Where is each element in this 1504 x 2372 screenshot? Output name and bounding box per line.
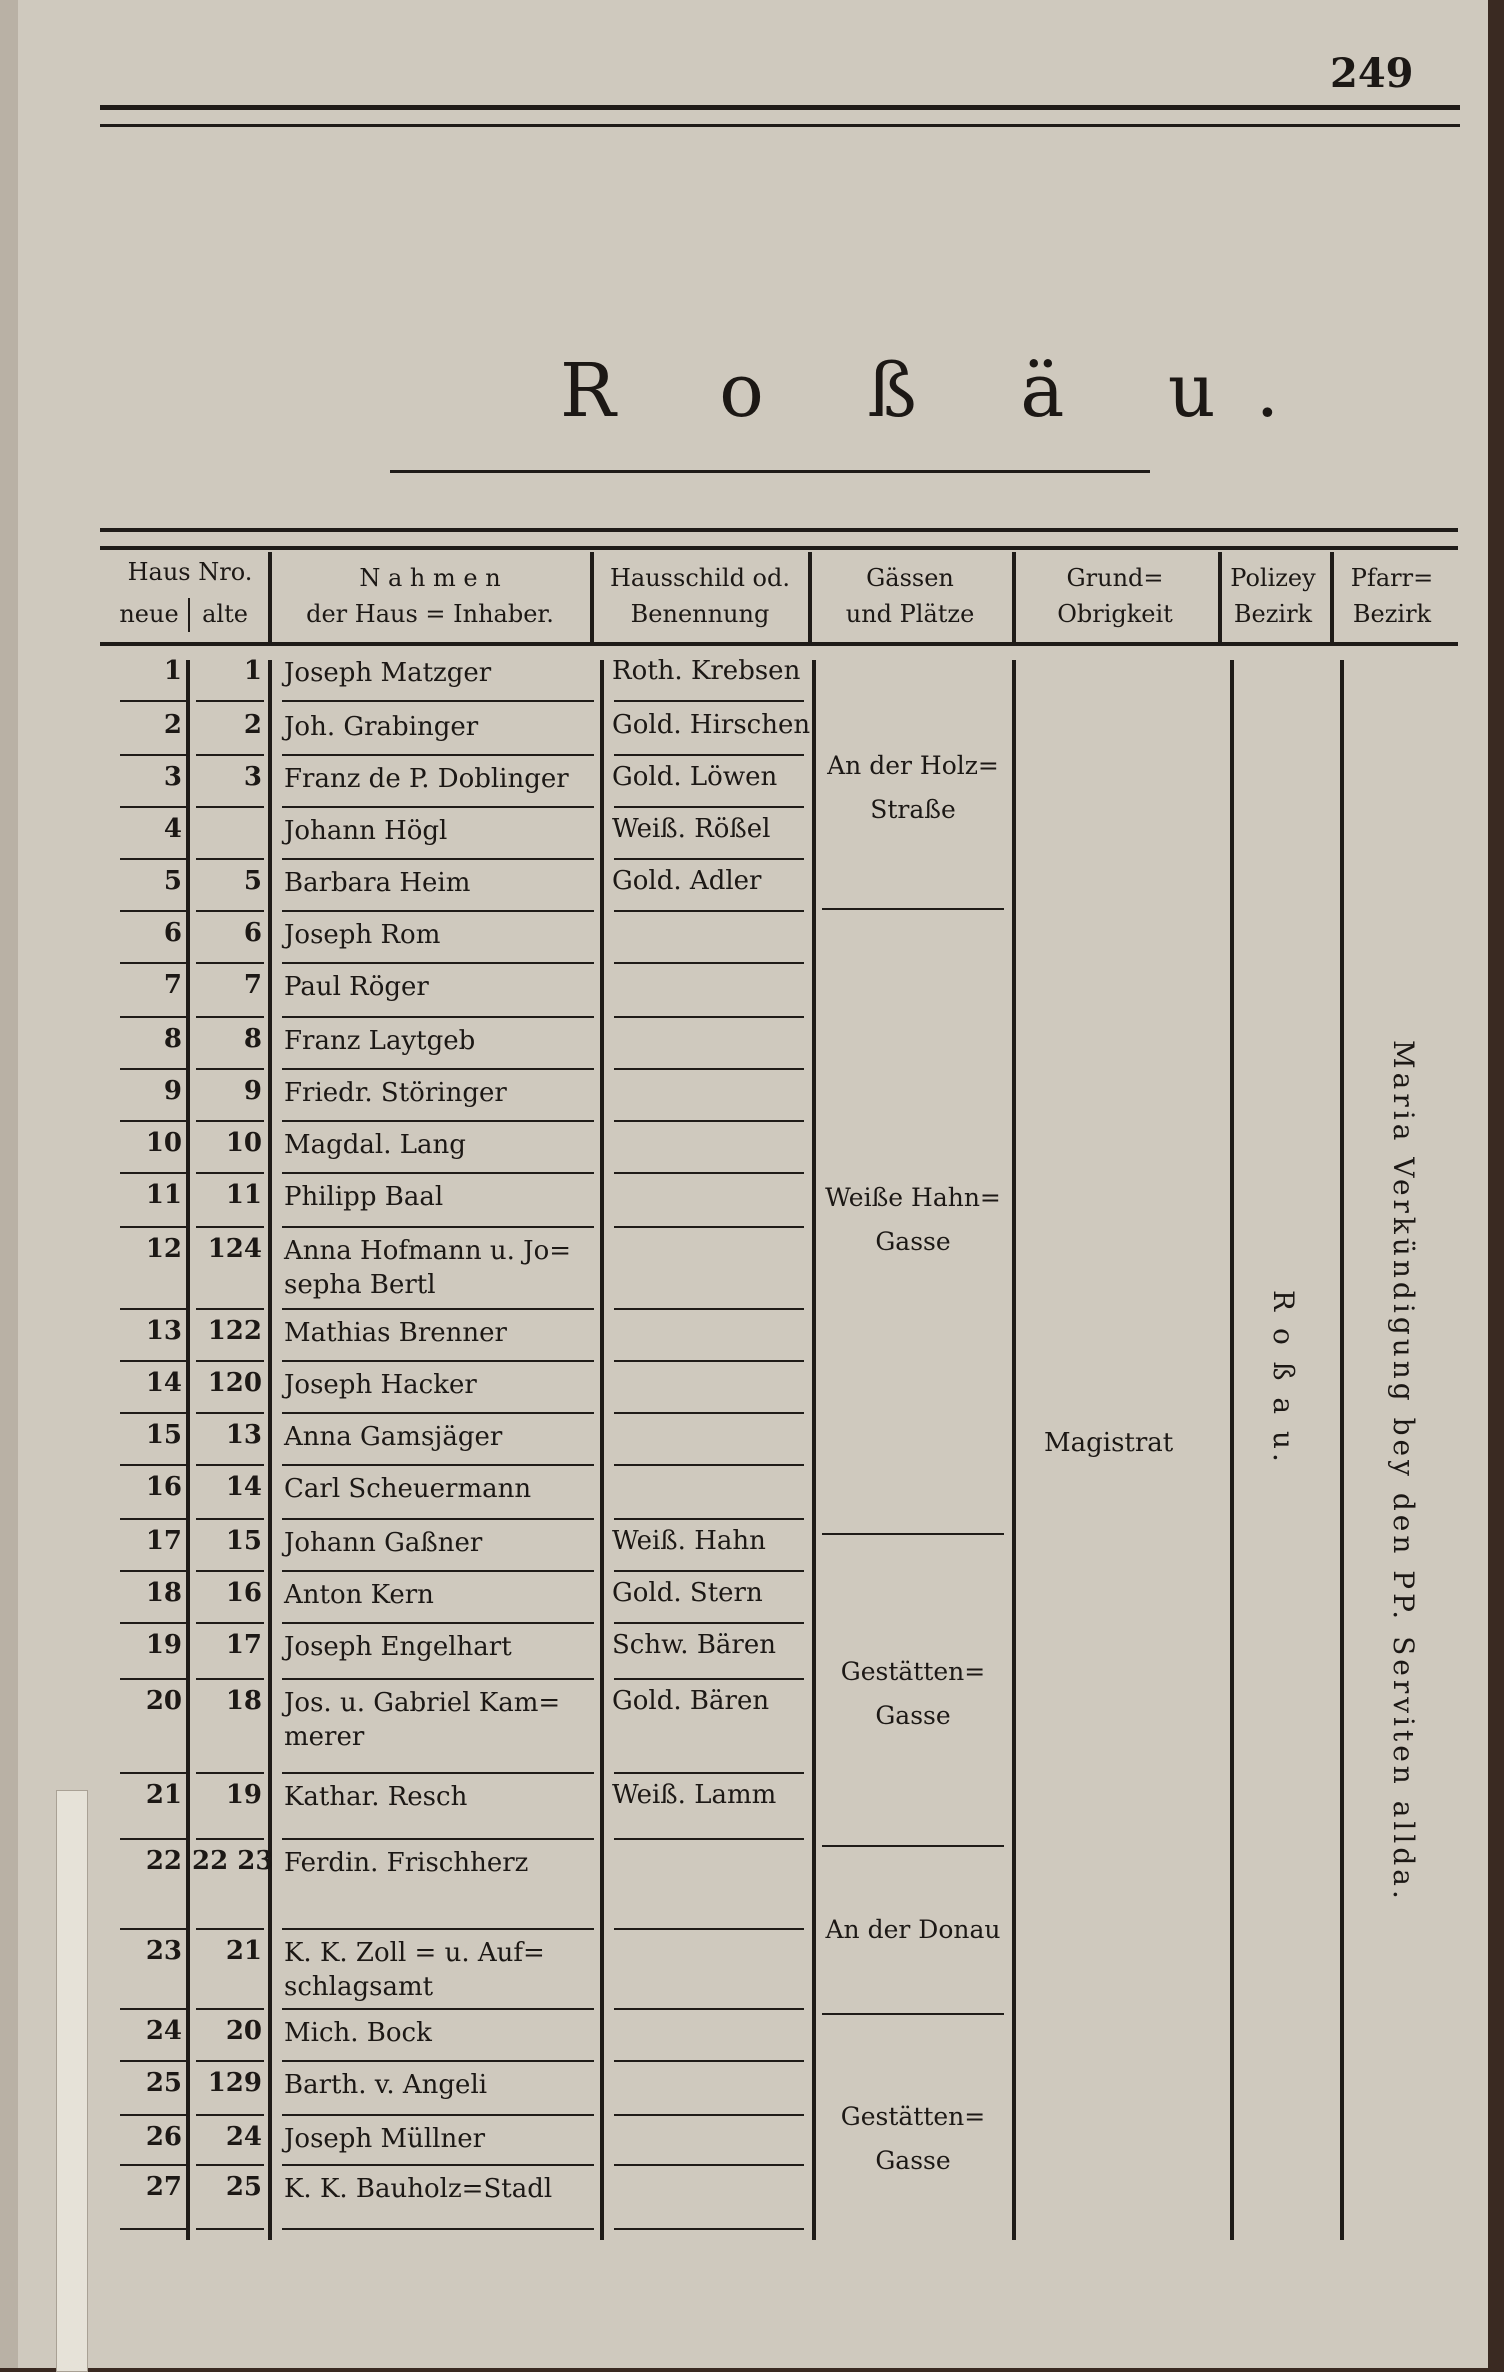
row-rule bbox=[120, 1308, 186, 1310]
house-number-old: 122 bbox=[207, 1316, 262, 1346]
row-rule bbox=[282, 700, 594, 702]
house-number-new: 4 bbox=[163, 814, 182, 844]
owner-name: Anna Gamsjäger bbox=[284, 1422, 503, 1452]
house-number-old: 25 bbox=[225, 2172, 262, 2202]
row-rule bbox=[614, 1016, 804, 1018]
row-rule bbox=[614, 1570, 804, 1572]
owner-name: Ferdin. Frischherz bbox=[284, 1848, 529, 1878]
row-rule bbox=[282, 1360, 594, 1362]
house-number-old: 15 bbox=[225, 1526, 262, 1556]
row-rule bbox=[196, 1622, 264, 1624]
row-rule bbox=[120, 1068, 186, 1070]
row-rule bbox=[196, 1016, 264, 1018]
house-number-new: 17 bbox=[145, 1526, 182, 1556]
header-polizey: Polizey Bezirk bbox=[1230, 564, 1316, 628]
house-number-new: 13 bbox=[145, 1316, 182, 1346]
row-rule bbox=[282, 2008, 594, 2010]
owner-name: Friedr. Störinger bbox=[284, 1078, 507, 1108]
row-rule bbox=[120, 1518, 186, 1520]
house-number-new: 2 bbox=[163, 710, 182, 740]
house-sign: Gold. Löwen bbox=[612, 762, 778, 792]
row-rule bbox=[614, 2008, 804, 2010]
header-bottom-rule bbox=[100, 642, 1458, 646]
header-grund: Grund= Obrigkeit bbox=[1057, 564, 1173, 628]
header-gassen: Gässen und Plätze bbox=[845, 564, 975, 628]
row-rule bbox=[282, 806, 594, 808]
owner-name: K. K. Zoll = u. Auf= schlagsamt bbox=[284, 1938, 545, 2002]
house-number-new: 15 bbox=[145, 1420, 182, 1450]
row-rule bbox=[196, 1570, 264, 1572]
owner-name: Joseph Müllner bbox=[284, 2124, 486, 2154]
row-rule bbox=[614, 1518, 804, 1520]
house-number-new: 19 bbox=[145, 1630, 182, 1660]
row-rule bbox=[196, 858, 264, 860]
row-rule bbox=[120, 858, 186, 860]
house-sign: Weiß. Rößel bbox=[612, 814, 771, 844]
house-number-old: 3 bbox=[243, 762, 262, 792]
house-number-old: 8 bbox=[243, 1024, 262, 1054]
house-number-old: 10 bbox=[225, 1128, 262, 1158]
row-rule bbox=[282, 1518, 594, 1520]
header-pfarr: Pfarr= Bezirk bbox=[1350, 564, 1434, 628]
house-number-new: 25 bbox=[145, 2068, 182, 2098]
header-divider bbox=[1330, 552, 1334, 642]
house-sign: Weiß. Lamm bbox=[612, 1780, 777, 1810]
house-sign: Weiß. Hahn bbox=[612, 1526, 766, 1556]
row-rule bbox=[614, 754, 804, 756]
row-rule bbox=[196, 1226, 264, 1228]
row-rule bbox=[614, 2060, 804, 2062]
header-divider bbox=[590, 552, 594, 642]
row-rule bbox=[614, 2164, 804, 2166]
row-rule bbox=[282, 754, 594, 756]
house-sign: Gold. Stern bbox=[612, 1578, 763, 1608]
row-rule bbox=[282, 1308, 594, 1310]
row-rule bbox=[120, 1120, 186, 1122]
row-rule bbox=[120, 2008, 186, 2010]
row-rule bbox=[120, 910, 186, 912]
column-line-gassen bbox=[1012, 660, 1016, 2240]
row-rule bbox=[614, 1360, 804, 1362]
owner-name: Barbara Heim bbox=[284, 868, 471, 898]
owner-name: Johann Högl bbox=[284, 816, 448, 846]
row-rule bbox=[282, 1838, 594, 1840]
owner-name: Franz de P. Doblinger bbox=[284, 764, 569, 794]
house-number-old: 13 bbox=[225, 1420, 262, 1450]
row-rule bbox=[614, 1120, 804, 1122]
grund-obrigkeit: Magistrat bbox=[1044, 1428, 1174, 1458]
house-number-new: 18 bbox=[145, 1578, 182, 1608]
row-rule bbox=[614, 1678, 804, 1680]
owner-name: Jos. u. Gabriel Kam= merer bbox=[284, 1688, 561, 1752]
house-number-new: 5 bbox=[163, 866, 182, 896]
owner-name: Anna Hofmann u. Jo= sepha Bertl bbox=[284, 1236, 572, 1300]
header-divider bbox=[1218, 552, 1222, 642]
house-sign: Gold. Bären bbox=[612, 1686, 770, 1716]
house-sign: Roth. Krebsen bbox=[612, 656, 801, 686]
row-rule bbox=[282, 962, 594, 964]
house-number-old: 16 bbox=[225, 1578, 262, 1608]
row-rule bbox=[196, 1772, 264, 1774]
house-sign: Schw. Bären bbox=[612, 1630, 776, 1660]
row-rule bbox=[614, 1772, 804, 1774]
row-rule bbox=[120, 1464, 186, 1466]
row-rule bbox=[120, 806, 186, 808]
house-number-new: 20 bbox=[145, 1686, 182, 1716]
row-rule bbox=[196, 1678, 264, 1680]
header-divider bbox=[808, 552, 812, 642]
house-number-old: 9 bbox=[243, 1076, 262, 1106]
house-number-old: 2 bbox=[243, 710, 262, 740]
owner-name: Joh. Grabinger bbox=[284, 712, 479, 742]
page-title: R o ß ä u. bbox=[560, 348, 1320, 434]
house-number-new: 1 bbox=[163, 656, 182, 686]
column-line-schild bbox=[812, 660, 816, 2240]
house-number-new: 24 bbox=[145, 2016, 182, 2046]
owner-name: Joseph Hacker bbox=[284, 1370, 477, 1400]
owner-name: Joseph Matzger bbox=[284, 658, 492, 688]
row-rule bbox=[282, 1678, 594, 1680]
row-rule bbox=[120, 1570, 186, 1572]
house-number-old: 11 bbox=[225, 1180, 262, 1210]
row-rule bbox=[282, 2114, 594, 2116]
house-number-new: 10 bbox=[145, 1128, 182, 1158]
row-rule bbox=[120, 1412, 186, 1414]
row-rule bbox=[120, 1678, 186, 1680]
row-rule bbox=[120, 1838, 186, 1840]
house-sign: Gold. Adler bbox=[612, 866, 762, 896]
house-number-new: 14 bbox=[145, 1368, 182, 1398]
owner-name: Joseph Engelhart bbox=[284, 1632, 512, 1662]
house-number-old: 7 bbox=[243, 970, 262, 1000]
house-number-new: 9 bbox=[163, 1076, 182, 1106]
street-weisse-hahn-gasse: Weiße Hahn= Gasse bbox=[825, 1183, 1001, 1256]
house-number-new: 3 bbox=[163, 762, 182, 792]
owner-name: Franz Laytgeb bbox=[284, 1026, 476, 1056]
page-number: 249 bbox=[1330, 50, 1414, 97]
row-rule bbox=[196, 1308, 264, 1310]
owner-name: Barth. v. Angeli bbox=[284, 2070, 488, 2100]
row-rule bbox=[614, 1464, 804, 1466]
row-rule bbox=[196, 2008, 264, 2010]
house-sign: Gold. Hirschen bbox=[612, 710, 811, 740]
row-rule bbox=[614, 806, 804, 808]
row-rule bbox=[196, 1838, 264, 1840]
row-rule bbox=[282, 1226, 594, 1228]
owner-name: Johann Gaßner bbox=[284, 1528, 483, 1558]
house-number-old: 21 bbox=[225, 1936, 262, 1966]
house-number-old: 14 bbox=[225, 1472, 262, 1502]
top-double-rule bbox=[100, 105, 1460, 127]
street-divider bbox=[822, 908, 1004, 910]
house-number-old: 20 bbox=[225, 2016, 262, 2046]
owner-name: Joseph Rom bbox=[284, 920, 441, 950]
row-rule bbox=[120, 1016, 186, 1018]
row-rule bbox=[196, 2164, 264, 2166]
row-rule bbox=[282, 858, 594, 860]
row-rule bbox=[120, 1928, 186, 1930]
polizey-bezirk: R o ß a u. bbox=[1267, 1290, 1300, 1466]
row-rule bbox=[282, 2228, 594, 2230]
row-rule bbox=[120, 1772, 186, 1774]
row-rule bbox=[282, 1570, 594, 1572]
row-rule bbox=[282, 2164, 594, 2166]
house-number-new: 8 bbox=[163, 1024, 182, 1054]
row-rule bbox=[282, 1068, 594, 1070]
row-rule bbox=[196, 1518, 264, 1520]
column-line-alte bbox=[268, 660, 272, 2240]
row-rule bbox=[614, 1838, 804, 1840]
row-rule bbox=[614, 910, 804, 912]
row-rule bbox=[282, 1464, 594, 1466]
row-rule bbox=[282, 2060, 594, 2062]
row-rule bbox=[196, 1412, 264, 1414]
column-line-name bbox=[600, 660, 604, 2240]
column-line-polizey bbox=[1340, 660, 1344, 2240]
house-number-old: 19 bbox=[225, 1780, 262, 1810]
row-rule bbox=[282, 1016, 594, 1018]
owner-name: Mich. Bock bbox=[284, 2018, 432, 2048]
header-divider bbox=[1012, 552, 1016, 642]
row-rule bbox=[196, 1120, 264, 1122]
street-divider bbox=[822, 1845, 1004, 1847]
row-rule bbox=[614, 1928, 804, 1930]
house-number-old: 24 bbox=[225, 2122, 262, 2152]
house-number-old: 18 bbox=[225, 1686, 262, 1716]
house-number-old: 129 bbox=[207, 2068, 262, 2098]
house-number-new: 6 bbox=[163, 918, 182, 948]
house-number-old: 120 bbox=[207, 1368, 262, 1398]
street-an-der-donau: An der Donau bbox=[825, 1915, 1001, 1944]
row-rule bbox=[120, 2228, 186, 2230]
row-rule bbox=[614, 858, 804, 860]
row-rule bbox=[196, 1928, 264, 1930]
row-rule bbox=[282, 1622, 594, 1624]
row-rule bbox=[120, 700, 186, 702]
row-rule bbox=[614, 1308, 804, 1310]
row-rule bbox=[196, 1172, 264, 1174]
row-rule bbox=[196, 754, 264, 756]
row-rule bbox=[282, 1412, 594, 1414]
owner-name: Anton Kern bbox=[284, 1580, 434, 1610]
row-rule bbox=[196, 700, 264, 702]
row-rule bbox=[196, 1360, 264, 1362]
house-number-new: 21 bbox=[145, 1780, 182, 1810]
row-rule bbox=[196, 2228, 264, 2230]
row-rule bbox=[120, 2164, 186, 2166]
house-number-old: 17 bbox=[225, 1630, 262, 1660]
owner-name: Paul Röger bbox=[284, 972, 429, 1002]
street-gestaetten-gasse-2: Gestätten= Gasse bbox=[840, 2102, 986, 2175]
row-rule bbox=[282, 1772, 594, 1774]
house-number-old: 6 bbox=[243, 918, 262, 948]
row-rule bbox=[196, 2060, 264, 2062]
column-line-grund bbox=[1230, 660, 1234, 2240]
row-rule bbox=[282, 910, 594, 912]
row-rule bbox=[282, 1120, 594, 1122]
row-rule bbox=[120, 962, 186, 964]
owner-name: Philipp Baal bbox=[284, 1182, 444, 1212]
row-rule bbox=[196, 962, 264, 964]
row-rule bbox=[196, 910, 264, 912]
row-rule bbox=[614, 1412, 804, 1414]
row-rule bbox=[282, 1172, 594, 1174]
street-gestaetten-gasse-1: Gestätten= Gasse bbox=[840, 1657, 986, 1730]
owner-name: Mathias Brenner bbox=[284, 1318, 507, 1348]
house-number-new: 27 bbox=[145, 2172, 182, 2202]
house-number-new: 26 bbox=[145, 2122, 182, 2152]
row-rule bbox=[120, 1360, 186, 1362]
owner-name: Kathar. Resch bbox=[284, 1782, 468, 1812]
row-rule bbox=[282, 1928, 594, 1930]
row-rule bbox=[614, 2114, 804, 2116]
row-rule bbox=[120, 754, 186, 756]
header-divider bbox=[188, 598, 190, 632]
header-nahmen: N a h m e n der Haus = Inhaber. bbox=[306, 564, 554, 628]
row-rule bbox=[614, 1622, 804, 1624]
table-top-rule bbox=[100, 528, 1458, 550]
street-divider bbox=[822, 1533, 1004, 1535]
row-rule bbox=[614, 1068, 804, 1070]
row-rule bbox=[614, 1226, 804, 1228]
house-number-old: 1 bbox=[243, 656, 262, 686]
row-rule bbox=[120, 1226, 186, 1228]
header-alte: alte bbox=[202, 600, 248, 628]
row-rule bbox=[196, 1464, 264, 1466]
house-number-new: 16 bbox=[145, 1472, 182, 1502]
paper-tab bbox=[56, 1790, 88, 2372]
owner-name: Carl Scheuermann bbox=[284, 1474, 532, 1504]
row-rule bbox=[614, 1172, 804, 1174]
row-rule bbox=[196, 2114, 264, 2116]
house-number-old: 5 bbox=[243, 866, 262, 896]
row-rule bbox=[120, 1622, 186, 1624]
pfarr-bezirk: Maria Verkündigung bey den PP. Serviten allda. bbox=[1387, 1040, 1420, 1903]
row-rule bbox=[614, 962, 804, 964]
title-rule bbox=[390, 470, 1150, 473]
row-rule bbox=[614, 700, 804, 702]
header-hausschild: Hausschild od. Benennung bbox=[609, 564, 790, 628]
header-neue: neue bbox=[119, 600, 179, 628]
row-rule bbox=[196, 806, 264, 808]
column-line-neue bbox=[186, 660, 190, 2240]
house-number-old: 22 23 bbox=[192, 1846, 274, 1876]
row-rule bbox=[120, 2114, 186, 2116]
street-divider bbox=[822, 2013, 1004, 2015]
house-number-new: 23 bbox=[145, 1936, 182, 1966]
owner-name: Magdal. Lang bbox=[284, 1130, 466, 1160]
row-rule bbox=[614, 2228, 804, 2230]
row-rule bbox=[120, 1172, 186, 1174]
row-rule bbox=[196, 1068, 264, 1070]
house-number-new: 11 bbox=[145, 1180, 182, 1210]
house-number-old: 124 bbox=[207, 1234, 262, 1264]
house-number-new: 12 bbox=[145, 1234, 182, 1264]
header-divider bbox=[268, 552, 272, 642]
row-rule bbox=[120, 2060, 186, 2062]
header-haus-nro: Haus Nro. bbox=[127, 558, 253, 586]
street-holzstrasse: An der Holz= Straße bbox=[827, 751, 999, 824]
house-number-new: 22 bbox=[145, 1846, 182, 1876]
house-number-new: 7 bbox=[163, 970, 182, 1000]
owner-name: K. K. Bauholz=Stadl bbox=[284, 2174, 553, 2204]
